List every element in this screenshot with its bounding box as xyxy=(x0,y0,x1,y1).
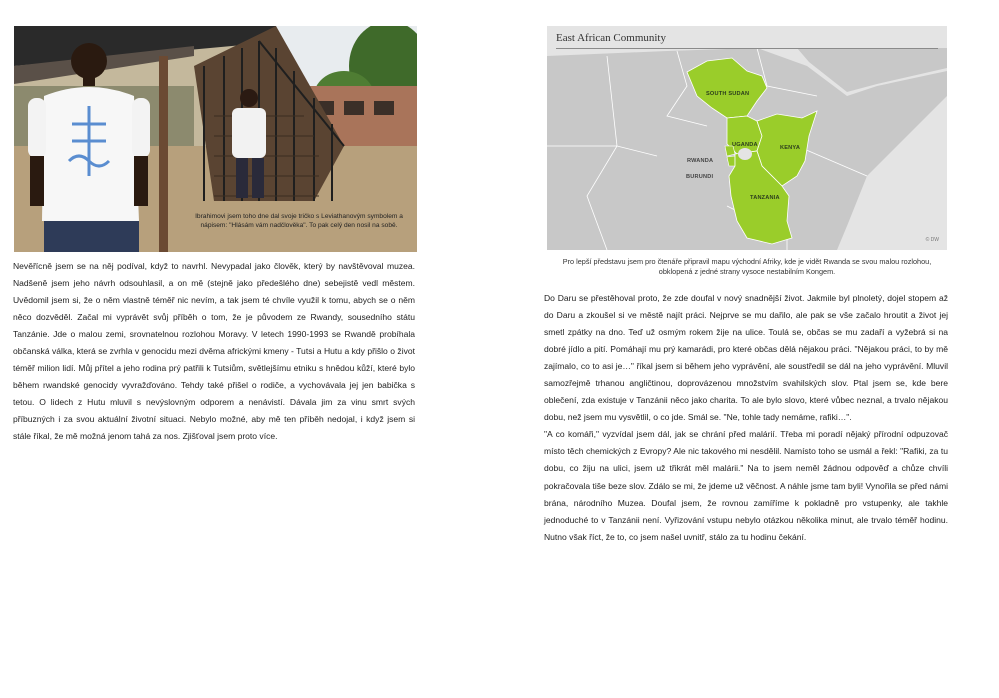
right-body-text xyxy=(544,290,948,546)
map-label-burundi: BURUNDI xyxy=(686,174,714,180)
map-label-tanzania: TANZANIA xyxy=(750,195,780,201)
map-east-african-community xyxy=(547,26,947,250)
map-caption: Pro lepší představu jsem pro čtenáře připravil mapu východní Afriky, kde je vidět Rwanda se svou malou rozlohou, obklopená z jedné strany vysoce nestabilním Kongem. xyxy=(562,257,932,276)
map-label-uganda: UGANDA xyxy=(732,142,758,148)
map-label-kenya: KENYA xyxy=(780,145,801,151)
paragraph: Do Daru se přestěhoval proto, že zde doufal v nový snadnější život. Jakmile byl plnoletý, dojel stopem až do Daru a zkoušel si ve městě najít práci. Nejprve se mu dařilo, ale pak se vše začalo hroutit a život jej smetl zpátky na dno. Teď už osmým rokem žije na ulice. Toulá se, občas se mu zadaří a vyžebrá si na dobré jídlo a pití. Pomáhají mu prý kamarádi, pro které občas dělá nějakou práci. "Nějakou práci, to by mě zajímalo, co to asi je…" říkal jsem si během jeho vyprávění, ale soustředil se dál na jeho vyprávění. Mluvil samozřejmě trhanou angličtinou, doprovázenou množstvím svahilských slov. Ptal jsem se, kde bere oblečení, zda existuje v Tanzánii něco jako charita. To ale bylo slovo, které vůbec neznal, a trvalo nějakou dobu, než jsem mu vysvětlil, o co jde. Smál se. "Ne, tohle tady nemáme, rafiki…". xyxy=(544,293,948,423)
map-credit: © DW xyxy=(925,237,939,243)
map-label-south-sudan: SOUTH SUDAN xyxy=(706,91,750,97)
map-illustration xyxy=(547,26,947,250)
map-title: East African Community xyxy=(556,32,666,44)
paragraph: "A co komáři," vyzvídal jsem dál, jak se chrání před malárií. Třeba mi poradí nějaký přírodní odpuzovač místo těch chemických z Evropy? Ale nic takového mi nesdělil. Namísto toho se usmál a řekl: "Rafiki, za tu dobu, co žiju na ulici, jsem už třikrát měl malárii." Na to jsem neměl žádnou odpověď a chůze chvíli pokračovala tiše beze slov. Zdálo se mi, že jdeme už věčnost. A náhle jsme tam byli! Vynořila se před námi brána, národního Muzea. Doufal jsem, že rovnou zamíříme k pokladně pro vstupenky, ale takhle jednoduché to v Tanzánii není. Vyřizování vstupu nebylo otázkou několika minut, ale trvalo téměř hodinu. Nutno však říct, že to, co jsem našel uvnitř, stálo za tu hodinu čekání. xyxy=(544,429,948,542)
right-page xyxy=(499,0,999,698)
paragraph: Nevěřícně jsem se na něj podíval, když to navrhl. Nevypadal jako člověk, který by navštěvoval muzea. Nadšeně jsem jeho návrh odsouhlasil, a on mě (stejně jako předešlého dne) sebejistě vedl městem. Uvědomil jsem si, že o něm vlastně téměř nic nevím, a tak jsem té chvíle využil k tomu, abych se o něm něco dozvěděl. Začal mi vyprávět svůj příběh o tom, že je původem ze Rwandy, sousedního státu Tanzánie. Jde o malou zemi, srovnatelnou rozlohou Moravy. V letech 1990-1993 se Rwandě probíhala občanská válka, která se zvrhla v genocidu mezi dvěma africkými kmeny - Tutsi a Hutu a kdy přišlo o život téměř milion lidí. Můj přítel a jeho rodina prý patřili k Tutsiům, světlejšímu etniku s hnědou kůží, které bylo během rwandské genocidy vyvražďováno. Tehdy také přišel o rodiče, a vychovávala jej jen babička s tetou. O lidech z Hutu mluvil s nevýslovným odporem a nenávistí. Dávala jim za vinu smrt svých příbuzných i za svou aktuální životní situaci. Nebylo možné, aby mě ten příběh nedojal, i když jsem si stále říkal, že mě možná jenom tahá za nos. Zjišťoval jsem proto více. xyxy=(13,261,415,442)
left-page xyxy=(0,0,499,698)
map-title-rule xyxy=(556,48,938,49)
left-body-text xyxy=(13,258,415,446)
photo-caption: Ibrahimovi jsem toho dne dal svoje tričko s Leviathanovým symbolem a nápisem: "Hlásám vám nadčlověka". To pak celý den nosil na sobě. xyxy=(195,213,403,229)
map-label-rwanda: RWANDA xyxy=(687,158,714,164)
